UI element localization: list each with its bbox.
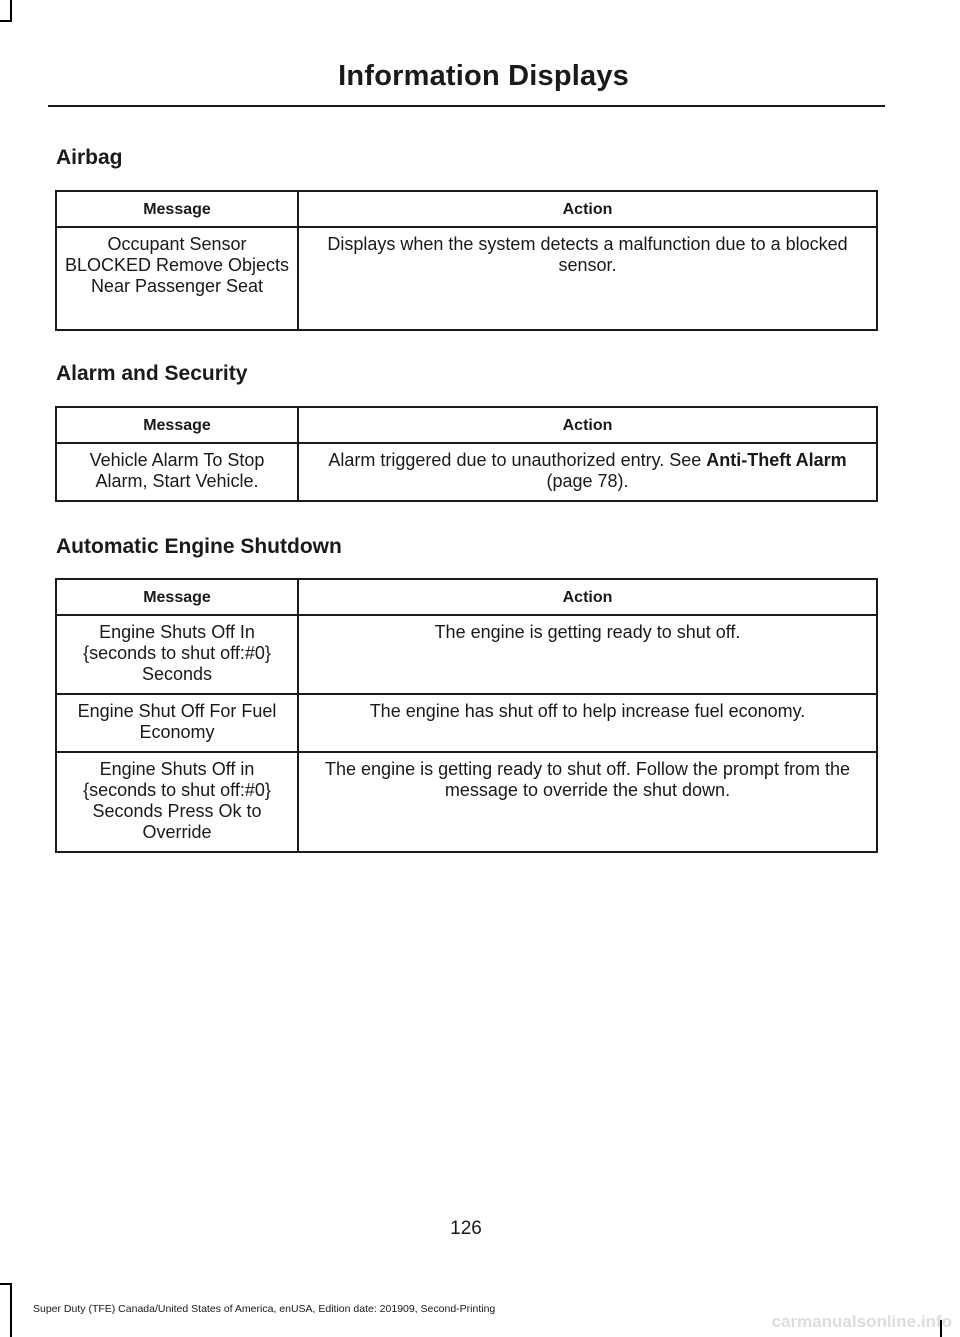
action-cell: The engine has shut off to help increase fuel economy. [298,694,877,752]
message-cell: Engine Shuts Off In {seconds to shut off:#0} Seconds [56,615,298,694]
crop-mark [0,20,12,22]
page-title: Information Displays [338,60,629,92]
watermark: carmanualsonline.info [771,1312,952,1331]
message-cell: Occupant Sensor BLOCKED Remove Objects Near Passenger Seat [56,227,298,330]
page-number: 126 [450,1218,482,1239]
message-cell: Engine Shut Off For Fuel Economy [56,694,298,752]
table-header-row [56,191,877,227]
action-cell [298,443,877,501]
crop-mark [10,0,12,22]
action-text: Alarm triggered due to unauthorized entry. See [328,450,707,470]
message-cell: Engine Shuts Off in {seconds to shut off:#0} Seconds Press Ok to Override [56,752,298,852]
auto-engine-shutdown-table [55,578,878,853]
table-header-row [56,407,877,443]
crop-mark [10,1283,12,1337]
section-title-alarm-security: Alarm and Security [56,362,248,385]
header-divider [48,105,885,107]
column-header-action: Action [298,579,877,615]
edition-footer: Super Duty (TFE) Canada/United States of America, enUSA, Edition date: 201909, Second-Printing [33,1303,496,1315]
column-header-message: Message [56,191,298,227]
column-header-action: Action [298,407,877,443]
table-row [56,694,877,752]
airbag-table [55,190,878,331]
message-cell: Vehicle Alarm To Stop Alarm, Start Vehicle. [56,443,298,501]
action-cell: Displays when the system detects a malfunction due to a blocked sensor. [298,227,877,330]
section-title-airbag: Airbag [56,146,123,169]
section-title-auto-engine-shutdown: Automatic Engine Shutdown [56,535,342,558]
column-header-action: Action [298,191,877,227]
page-reference: (page 78). [546,471,629,491]
table-row [56,752,877,852]
table-row [56,615,877,694]
column-header-message: Message [56,579,298,615]
table-row [56,227,877,330]
crop-mark [0,1283,12,1285]
action-cell: The engine is getting ready to shut off. [298,615,877,694]
action-cell: The engine is getting ready to shut off. Follow the prompt from the message to override the shut down. [298,752,877,852]
column-header-message: Message [56,407,298,443]
anti-theft-alarm-link[interactable]: Anti-Theft Alarm [706,450,847,470]
alarm-security-table [55,406,878,502]
table-row [56,443,877,501]
table-header-row [56,579,877,615]
